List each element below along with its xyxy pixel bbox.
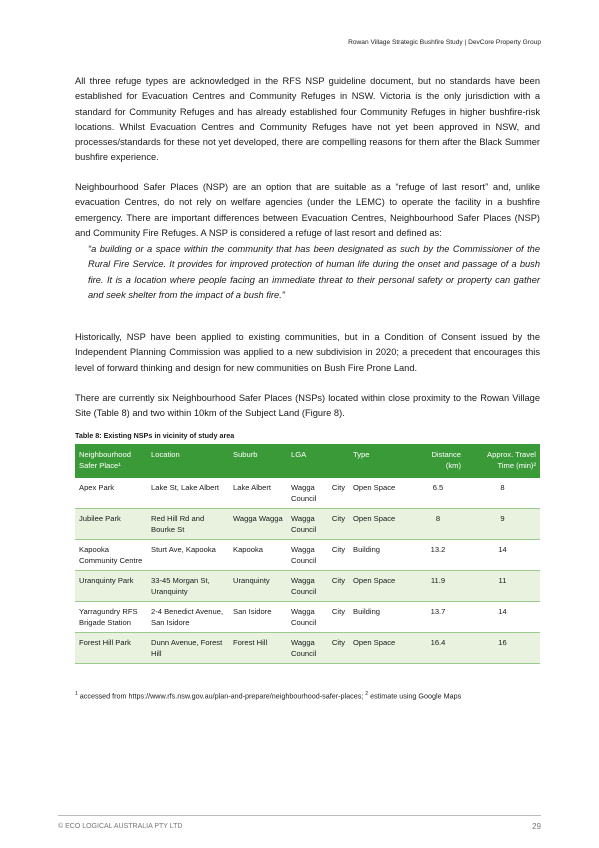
lga-word-1: Wagga (291, 545, 315, 554)
cell-lga (287, 571, 349, 602)
lga-word-3: Council (291, 649, 317, 658)
lga-word-3: Council (291, 587, 317, 596)
running-header: Rowan Village Strategic Bushfire Study | DevCore Property Group (348, 39, 541, 46)
cell-name: Jubilee Park (75, 509, 147, 540)
header-distance: Distance (km) (411, 444, 465, 478)
footnote-mark-2: 2 (365, 691, 369, 697)
table-row (75, 571, 540, 602)
cell-name: Forest Hill Park (75, 633, 147, 664)
cell-distance: 13.7 (411, 602, 465, 633)
cell-distance: 11.9 (411, 571, 465, 602)
header-type: Type (349, 444, 411, 478)
header-suburb: Suburb (229, 444, 287, 478)
cell-travel-time: 16 (465, 633, 540, 664)
paragraph-current-nsps: There are currently six Neighbourhood Safer Places (NSPs) located within close proximity to the Rowan Village Site (Table 8) and two within 10km of the Subject Land (Figure 8). (75, 393, 540, 419)
cell-suburb: Kapooka (229, 540, 287, 571)
footnote-text-1: accessed from https://www.rfs.nsw.gov.au/plan-and-prepare/neighbourhood-safer-places; (77, 691, 366, 701)
cell-name: Uranquinty Park (75, 571, 147, 602)
cell-suburb: Forest Hill (229, 633, 287, 664)
paragraph-history: Historically, NSP have been applied to existing communities, but in a Condition of Consent issued by the Independent Planning Commission was applied to a new subdivision in 2020; a precedent that encourages this level of forward thinking and design for new communities on Bush Fire Prone Land. (75, 332, 540, 373)
header-travel-time: Approx. Travel Time (min)² (465, 444, 540, 478)
lga-word-2: City (331, 576, 345, 585)
lga-word-1: Wagga (291, 576, 315, 585)
table-header-row (75, 444, 540, 478)
lga-word-2: City (331, 514, 345, 523)
cell-location: Dunn Avenue, Forest Hill (147, 633, 229, 664)
cell-type: Open Space (349, 478, 411, 509)
lga-word-2: City (331, 638, 345, 647)
cell-name: Apex Park (75, 478, 147, 509)
cell-type: Open Space (349, 633, 411, 664)
header-lga: LGA (287, 444, 349, 478)
cell-suburb: San Isidore (229, 602, 287, 633)
lga-word-3: Council (291, 556, 317, 565)
cell-name: Kapooka Community Centre (75, 540, 147, 571)
paragraph-refuge-types: All three refuge types are acknowledged in the RFS NSP guideline document, but no standards have been established for Evacuation Centres and Community Refuges in NSW. Victoria is the only jurisdiction with a standard for Community Refuges and has already established four Community Refuges in higher bushfire-risk locations. Whilst Evacuation Centres and Community Refuges have not yet been approved in NSW, and processes/standards for these not yet developed, there are compelling reasons for them after the Black Summer bushfire experience. (75, 76, 540, 163)
lga-word-1: Wagga (291, 638, 315, 647)
cell-lga (287, 633, 349, 664)
lga-word-3: Council (291, 618, 317, 627)
cell-distance: 6.5 (411, 478, 465, 509)
nsp-table (75, 444, 540, 664)
table-footnote (75, 691, 461, 700)
cell-location: Lake St, Lake Albert (147, 478, 229, 509)
footer-copyright: © ECO LOGICAL AUSTRALIA PTY LTD (58, 823, 183, 830)
lga-word-2: City (331, 483, 345, 492)
nsp-definition-quote: “a building or a space within the community that has been designated as such by the Commissioner of the Rural Fire Service. It provides for improved protection of human life during the onset and passage of a bush fire. It is a location where people facing an immediate threat to their personal safety or property can gather and seek shelter from the impact of a bush fire.” (88, 244, 540, 300)
lga-word-1: Wagga (291, 514, 315, 523)
cell-suburb: Lake Albert (229, 478, 287, 509)
lga-word-3: Council (291, 494, 317, 503)
cell-travel-time: 14 (465, 602, 540, 633)
table-row (75, 509, 540, 540)
cell-lga (287, 540, 349, 571)
cell-type: Building (349, 602, 411, 633)
cell-lga (287, 509, 349, 540)
header-name: Neighbourhood Safer Place¹ (75, 444, 147, 478)
cell-location: Sturt Ave, Kapooka (147, 540, 229, 571)
cell-distance: 8 (411, 509, 465, 540)
cell-type: Building (349, 540, 411, 571)
cell-travel-time: 8 (465, 478, 540, 509)
table-row (75, 633, 540, 664)
cell-location: 2-4 Benedict Avenue, San Isidore (147, 602, 229, 633)
cell-travel-time: 11 (465, 571, 540, 602)
lga-word-3: Council (291, 525, 317, 534)
cell-distance: 16.4 (411, 633, 465, 664)
table-row (75, 540, 540, 571)
cell-travel-time: 9 (465, 509, 540, 540)
lga-word-1: Wagga (291, 483, 315, 492)
header-location: Location (147, 444, 229, 478)
footer-divider (58, 815, 541, 816)
lga-word-2: City (331, 545, 345, 554)
table-caption: Table 8: Existing NSPs in vicinity of study area (75, 431, 235, 440)
cell-lga (287, 602, 349, 633)
cell-type: Open Space (349, 571, 411, 602)
lga-word-1: Wagga (291, 607, 315, 616)
cell-name: Yarragundry RFS Brigade Station (75, 602, 147, 633)
page-number: 29 (532, 822, 541, 831)
lga-word-2: City (331, 607, 345, 616)
footnote-mark-1: 1 (75, 691, 78, 697)
table-row (75, 602, 540, 633)
cell-distance: 13.2 (411, 540, 465, 571)
cell-travel-time: 14 (465, 540, 540, 571)
cell-suburb: Uranquinty (229, 571, 287, 602)
footnote-text-2: estimate using Google Maps (368, 691, 462, 701)
cell-type: Open Space (349, 509, 411, 540)
paragraph-nsp-intro: Neighbourhood Safer Places (NSP) are an option that are suitable as a “refuge of last resort” and, unlike evacuation Centres, do not rely on welfare agencies (under the LEMC) to operate the facility in a bushfire emergency. There are important differences between Evacuation Centres, Neighbourhood Safer Places (NSP) and Community Fire Refuges. A NSP is considered a refuge of last resort and defined as: (75, 182, 540, 238)
cell-lga (287, 478, 349, 509)
cell-location: Red Hill Rd and Bourke St (147, 509, 229, 540)
cell-suburb: Wagga Wagga (229, 509, 287, 540)
table-row (75, 478, 540, 509)
cell-location: 33-45 Morgan St, Uranquinty (147, 571, 229, 602)
